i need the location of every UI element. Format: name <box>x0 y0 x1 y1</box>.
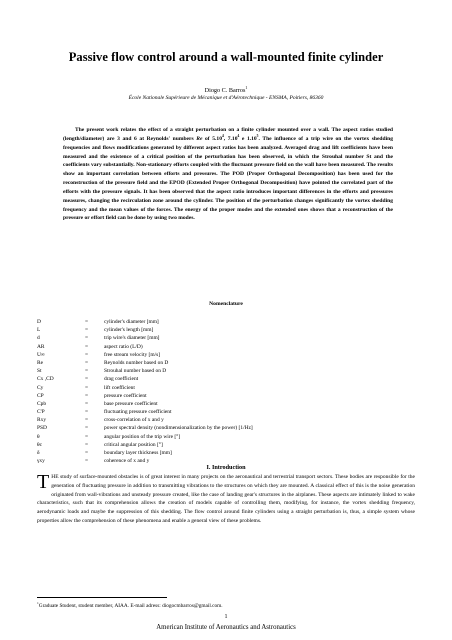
nomenclature-definition: pressure coefficient <box>104 392 147 399</box>
nomenclature-row <box>37 326 337 334</box>
nomenclature-eq: = <box>85 392 89 399</box>
nomenclature-row <box>37 334 337 342</box>
nomenclature-symbol: L <box>37 327 41 334</box>
nomenclature-row <box>37 375 337 383</box>
page-number: 1 <box>224 614 228 620</box>
abstract-text-5: . The influence of a trip wire on the vortex shedding frequencies and flows modifications generated by different aspect ratios has been analyzed. Averaged drag and lift coefficients have been measured and the existence of a critical position of the perturbation has been observed, in which the Strouhal number St and the coefficients vary substantially. Non-stationary efforts coupled with the fluctuant pressure field on the wall have been measured. The results show an important correlation between efforts and pressures. The POD (Proper Orthogonal Decomposition) has been used for the reconstruction of the pressure field and the EPOD (Extended Proper Orthogonal Decomposition) have pointed the correlated part of the efforts with the pressure signals. It has been observed that the aspect ratio introduces important differences in the efforts and pressures measures, changing the recirculation zone around the cylinder. The position of the perturbation changes significantly the vortex shedding frequency and the mean values of the forces. The energy of the proper modes and the extended ones shows that a reconstruction of the pressure or effort field can be done by using two modes. <box>63 135 393 222</box>
nomenclature-definition: lift coefficient <box>104 384 135 391</box>
nomenclature-symbol: θ <box>37 433 40 440</box>
abstract-exponent-1: 4 <box>221 134 224 138</box>
nomenclature-definition: fluctuating pressure coefficient <box>104 409 172 416</box>
author-name: Diogo C. Barros <box>204 87 246 95</box>
nomenclature-eq: = <box>85 417 89 424</box>
nomenclature-definition: Strouhal number based on D <box>104 368 167 375</box>
nomenclature-row <box>37 392 337 400</box>
drop-cap: T <box>37 471 50 493</box>
nomenclature-definition: drag coefficient <box>104 376 139 383</box>
nomenclature-eq: = <box>85 343 89 350</box>
nomenclature-definition: coherence of x and y <box>104 458 150 465</box>
nomenclature-definition: critical angular position [°] <box>104 441 163 448</box>
nomenclature-eq: = <box>85 376 89 383</box>
nomenclature-eq: = <box>85 359 89 366</box>
nomenclature-symbol: θc <box>37 441 43 448</box>
nomenclature-definition: angular position of the trip wire [°] <box>104 433 181 440</box>
nomenclature-eq: = <box>85 384 89 391</box>
affiliation: École Nationale Supérieure de Mécanique et d'Aérotechnique - ENSMA, Poitiers, 86360 <box>128 95 324 101</box>
nomenclature-definition: aspect ratio (L/D) <box>104 343 143 350</box>
nomenclature-symbol: Cy <box>37 384 44 391</box>
introduction-paragraph <box>37 473 415 526</box>
nomenclature-eq: = <box>85 433 89 440</box>
nomenclature-symbol: γxy <box>37 458 45 465</box>
nomenclature-symbol: d <box>37 335 40 342</box>
nomenclature-definition: Reynolds number based on D <box>104 359 169 366</box>
nomenclature-symbol: U∞ <box>37 351 45 358</box>
abstract-text-4: e 1.10 <box>239 135 257 142</box>
nomenclature-eq: = <box>85 368 89 375</box>
nomenclature-row <box>37 367 337 375</box>
nomenclature-eq: = <box>85 400 89 407</box>
nomenclature-symbol: AR <box>37 343 45 350</box>
nomenclature-eq: = <box>85 458 89 465</box>
abstract-exponent-2: 4 <box>237 134 240 138</box>
paper-title: Passive flow control around a wall-mounted finite cylinder <box>68 50 384 64</box>
nomenclature-symbol: Cx ,CD <box>37 376 54 383</box>
nomenclature-row <box>37 416 337 424</box>
abstract-text-1: The present work relates the effect of a straight perturbation on a finite cylinder mounted over a wall. The aspect ratios studied (length/diameter) are 3 and 6 at Reynolds' numbers <box>63 127 393 142</box>
footnote-mark: 1 <box>37 601 39 605</box>
nomenclature-definition: cylinder's length [mm] <box>104 327 154 334</box>
author-footnote-mark: 1 <box>245 85 248 90</box>
nomenclature-definition: base pressure coefficient <box>104 400 158 407</box>
nomenclature-row <box>37 408 337 416</box>
nomenclature-row <box>37 359 337 367</box>
abstract-re-symbol: Re <box>196 135 203 142</box>
nomenclature-heading: Nomenclature <box>209 301 243 307</box>
nomenclature-eq: = <box>85 441 89 448</box>
nomenclature-list <box>37 318 337 465</box>
nomenclature-eq: = <box>85 327 89 334</box>
abstract-text-2: of 5.10 <box>202 135 222 142</box>
nomenclature-eq: = <box>85 450 89 456</box>
nomenclature-symbol: δ <box>37 450 40 456</box>
nomenclature-row <box>37 441 337 449</box>
nomenclature-symbol: CP <box>37 392 44 399</box>
nomenclature-eq: = <box>85 351 89 358</box>
author-line <box>0 85 452 94</box>
nomenclature-definition: power spectral density (nondimensionalization by the power) [1/Hz] <box>104 425 253 432</box>
abstract <box>63 126 393 223</box>
nomenclature-symbol: St <box>37 368 42 375</box>
nomenclature-row <box>37 424 337 432</box>
nomenclature-symbol: C'P <box>37 409 45 416</box>
nomenclature-symbol: Rxy <box>37 417 47 424</box>
nomenclature-definition: free stream velocity [m/s] <box>104 351 161 358</box>
nomenclature-row <box>37 318 337 326</box>
nomenclature-row <box>37 384 337 392</box>
footnote-rule <box>37 597 167 598</box>
nomenclature-symbol: Re <box>37 359 44 366</box>
nomenclature-row <box>37 351 337 359</box>
footnote-text: Graduate Student, student member, AIAA. E-mail adress: diogocmbarros@gmail.com. <box>38 602 223 609</box>
nomenclature-eq: = <box>85 425 89 432</box>
nomenclature-symbol: D <box>37 319 41 325</box>
running-footer: American Institute of Aeronautics and Astronautics <box>156 624 296 631</box>
footnote <box>37 601 417 609</box>
nomenclature-symbol: PSD <box>37 425 47 432</box>
section-heading-introduction: I. Introduction <box>206 464 246 471</box>
nomenclature-eq: = <box>85 319 89 325</box>
nomenclature-symbol: Cpb <box>37 400 47 407</box>
abstract-text-3: , 7.10 <box>223 135 238 142</box>
nomenclature-row <box>37 433 337 441</box>
nomenclature-definition: trip wire's diameter [mm] <box>104 335 160 342</box>
nomenclature-row <box>37 343 337 351</box>
nomenclature-definition: boundary layer thickness [mm] <box>104 450 172 456</box>
nomenclature-eq: = <box>85 335 89 342</box>
nomenclature-row <box>37 400 337 408</box>
abstract-exponent-3: 5 <box>256 134 259 138</box>
nomenclature-definition: cross-correlation of x and y <box>104 417 164 424</box>
nomenclature-definition: cylinder's diameter [mm] <box>104 319 159 325</box>
nomenclature-eq: = <box>85 409 89 416</box>
nomenclature-row <box>37 449 337 457</box>
introduction-text: HE study of surface-mounted obstacles is of great interest in many projects on the aeronautical and terrestrial transport sectors. These bodies are responsible for the generation of fluctuating pressure in addition to transmitting vibrations to the structures on which they are mounted. A classical effect of this is the noise generation originated from wall-vibrations and unsteady pressure created, like the case of landing gear's structures in the airplanes. These aspects are intimately linked to wake characteristics, such that its comprehension allows the creation of models capable of controlling them, modifying, for instance, the vortex shedding frequency, aerodynamic loads and maybe the suppression of this shedding. The flow control around finite cylinders using a straight perturbation is, thus, a simple system whose properties allow the comprehension of these phenomena and enable a general view of these problems. <box>37 474 415 524</box>
